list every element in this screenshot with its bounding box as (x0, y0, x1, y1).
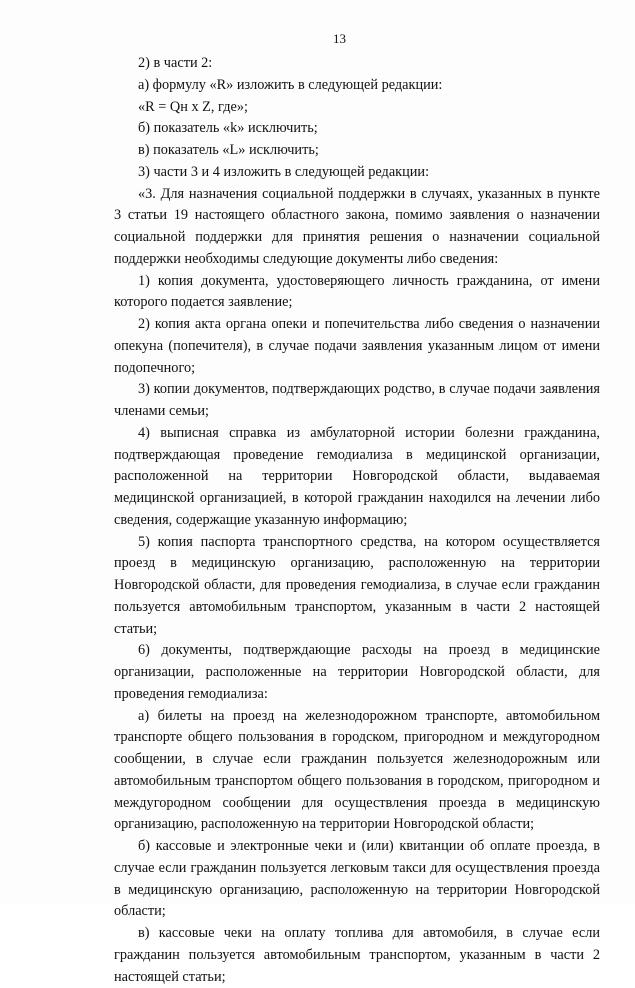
paragraph: 3) части 3 и 4 изложить в следующей редакции: (138, 163, 430, 180)
paragraph: 1) копия документа, удостоверяющего личность гражданина, от имени которого подается заявление; (114, 272, 600, 311)
paragraph: в) кассовые чеки на оплату топлива для автомобиля, в случае если гражданин пользуется автомобильным транспортом, указанным в части 2 настоящей статьи; (114, 925, 600, 985)
paragraph: 2) в части 2: (138, 55, 213, 71)
paragraph: а) билеты на проезд на железнодорожном транспорте, автомобильном транспорте общего пользования в городском, пригородном и междугородном сообщении, в случае если гражданин пользуется железнодорожным или автомобильным транспортом общего пользования в городском, пригородном и междугородном сообщении для осуществления проезда в медицинскую организацию, расположенную на территории Новгородской области; (114, 707, 600, 833)
paragraph: «3. Для назначения социальной поддержки в случаях, указанных в пункте 3 статьи 19 настоящего областного закона, помимо заявления о назначении социальной поддержки для принятия решения о назначении социальной поддержки необходимы следующие документы либо сведения: (114, 185, 600, 267)
paragraph: в) показатель «L» исключить; (138, 142, 319, 158)
paragraph: «R = Qн x Z, где»; (138, 98, 248, 115)
paragraph: 5) копия паспорта транспортного средства, на котором осуществляется проезд в медицинскую организацию, расположенную на территории Новгородской области, для проведения гемодиализа, в случае если гражданин пользуется автомобильным транспортом, указанным в части 2 настоящей статьи; (114, 533, 600, 637)
paragraph: б) показатель «k» исключить; (138, 120, 318, 137)
paragraph: 6) документы, подтверждающие расходы на проезд в медицинские организации, расположенные на территории Новгородской области, для проведения гемодиализа: (114, 642, 600, 702)
paragraph: 2) копия акта органа опеки и попечительства либо сведения о назначении опекуна (попечителя), в случае подачи заявления указанным лицом от имени подопечного; (114, 316, 600, 376)
paragraph: 4) выписная справка из амбулаторной истории болезни гражданина, подтверждающая проведение гемодиализа в медицинской организации, расположенной на территории Новгородской области, выдаваемая медицинской организацией, в которой гражданин находился на лечении либо сведения, содержащие указанную информацию; (114, 424, 600, 528)
paragraph: 3) копии документов, подтверждающих родство, в случае подачи заявления членами семьи; (114, 381, 600, 419)
paragraph: а) формулу «R» изложить в следующей редакции: (138, 76, 443, 93)
page-number: 13 (333, 31, 346, 46)
paragraph: б) кассовые и электронные чеки и (или) квитанции об оплате проезда, в случае если гражданин пользуется легковым такси для осуществления проезда в медицинскую организацию, расположенную на территории Новгородской области; (114, 838, 600, 920)
document-body (114, 53, 600, 988)
